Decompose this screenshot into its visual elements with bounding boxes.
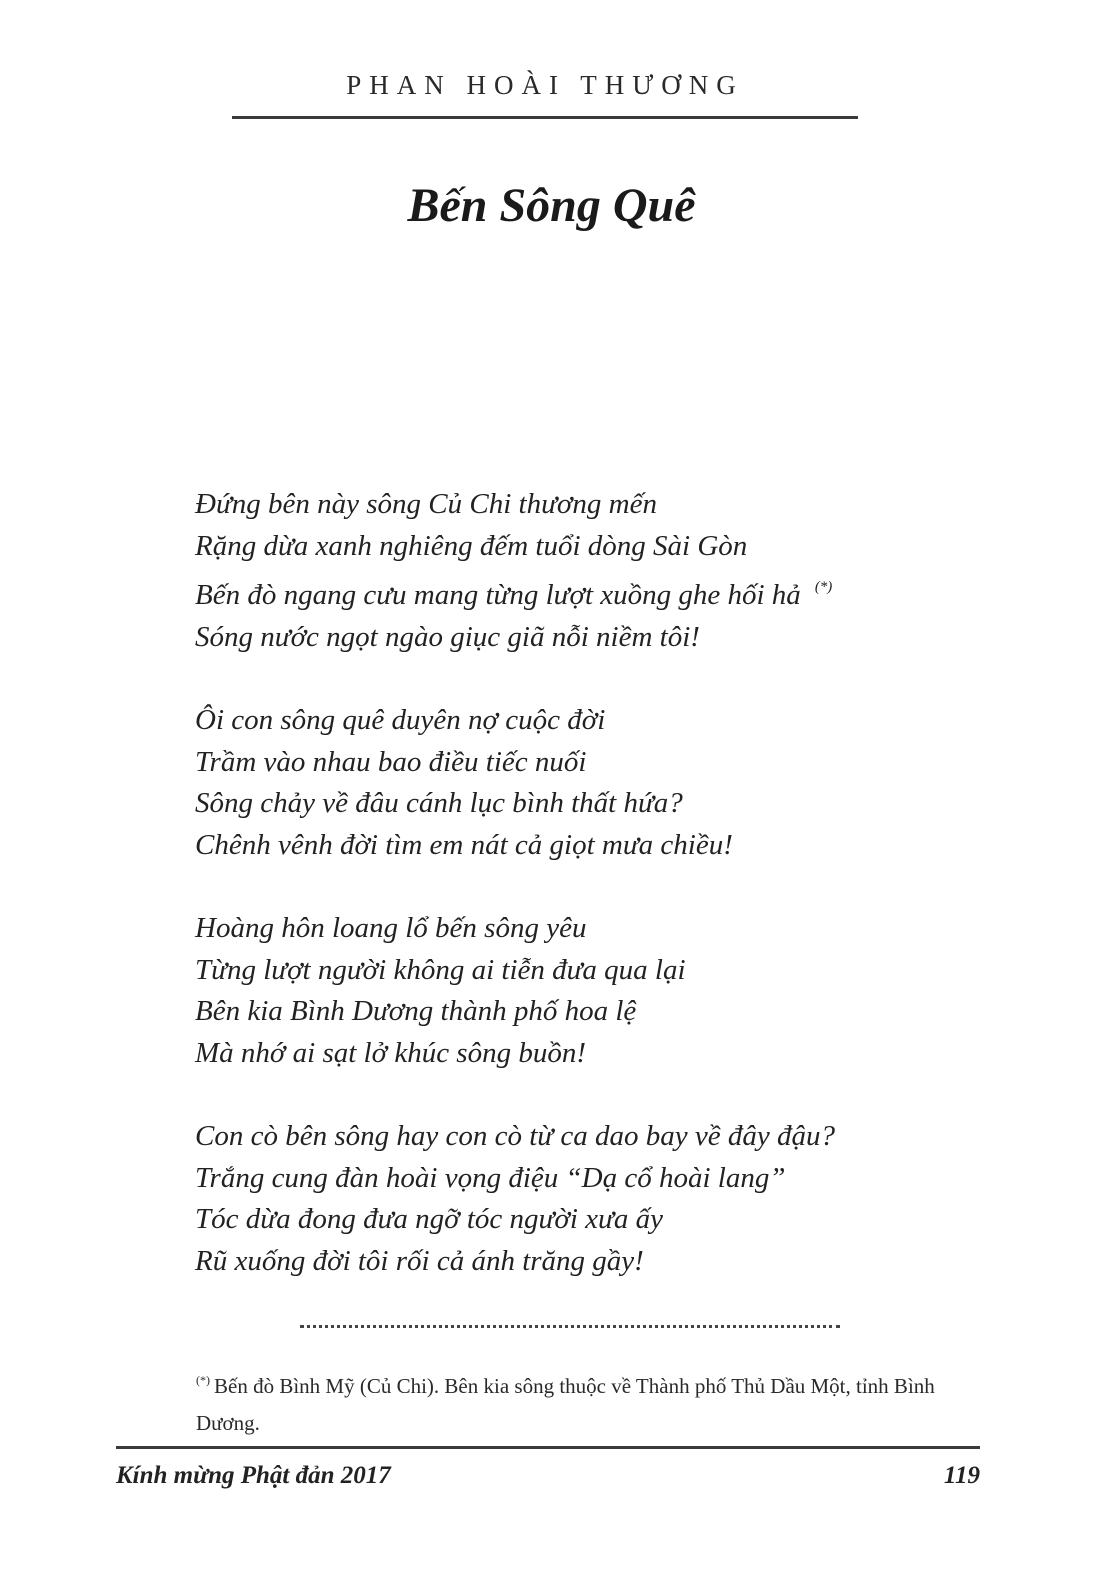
poem-line: Mà nhớ ai sạt lở khúc sông buồn! [195,1036,587,1069]
poem-body [195,484,995,1324]
poem-line: Trắng cung đàn hoài vọng điệu “Dạ cổ hoài lang” [195,1161,786,1194]
stanza [195,1116,995,1282]
poem-line: Sóng nước ngọt ngào giục giã nỗi niềm tôi! [195,620,700,653]
poem-line: Trầm vào nhau bao điều tiếc nuối [195,745,587,778]
poem-line: Chênh vênh đời tìm em nát cả giọt mưa chiều! [195,828,733,861]
poem-title: Bến Sông Quê [407,179,696,232]
footnote [196,1362,996,1442]
footnote-separator [300,1325,840,1328]
poem-line: Hoàng hôn loang lổ bến sông yêu [195,912,587,944]
footnote-reference: (*) [814,579,833,595]
poem-line: Bên kia Bình Dương thành phố hoa lệ [195,995,637,1027]
footnote-marker: (*) [196,1373,210,1387]
page-number: 119 [943,1462,980,1489]
poem-line: Tóc dừa đong đưa ngỡ tóc người xưa ấy [195,1203,663,1235]
stanza [195,908,995,1074]
header-rule [232,116,858,119]
footer-publication: Kính mừng Phật đản 2017 [116,1462,391,1489]
poem-line: Rặng dừa xanh nghiêng đếm tuổi dòng Sài Gòn [195,529,748,562]
stanza [195,700,995,866]
poem-line: Sông chảy về đâu cánh lục bình thất hứa? [195,787,683,819]
poem-line: Đứng bên này sông Củ Chi thương mến [195,488,657,520]
footnote-text: Bến đò Bình Mỹ (Củ Chi). Bên kia sông thuộc về Thành phố Thủ Dầu Một, tỉnh Bình Dương. [196,1374,935,1435]
poem-line: Rũ xuống đời tôi rối cả ánh trăng gầy! [195,1244,644,1277]
poem-line: Ôi con sông quê duyên nợ cuộc đời [195,704,606,736]
running-header-author: PHAN HOÀI THƯƠNG [346,70,744,100]
poem-line-text: Bến đò ngang cưu mang từng lượt xuồng ghe hối hả [195,579,801,611]
poem-line [195,567,995,617]
stanza [195,484,995,658]
footer-rule [116,1446,980,1449]
poem-line: Con cò bên sông hay con cò từ ca dao bay về đây đậu? [195,1120,835,1152]
poem-line: Từng lượt người không ai tiễn đưa qua lại [195,953,686,986]
